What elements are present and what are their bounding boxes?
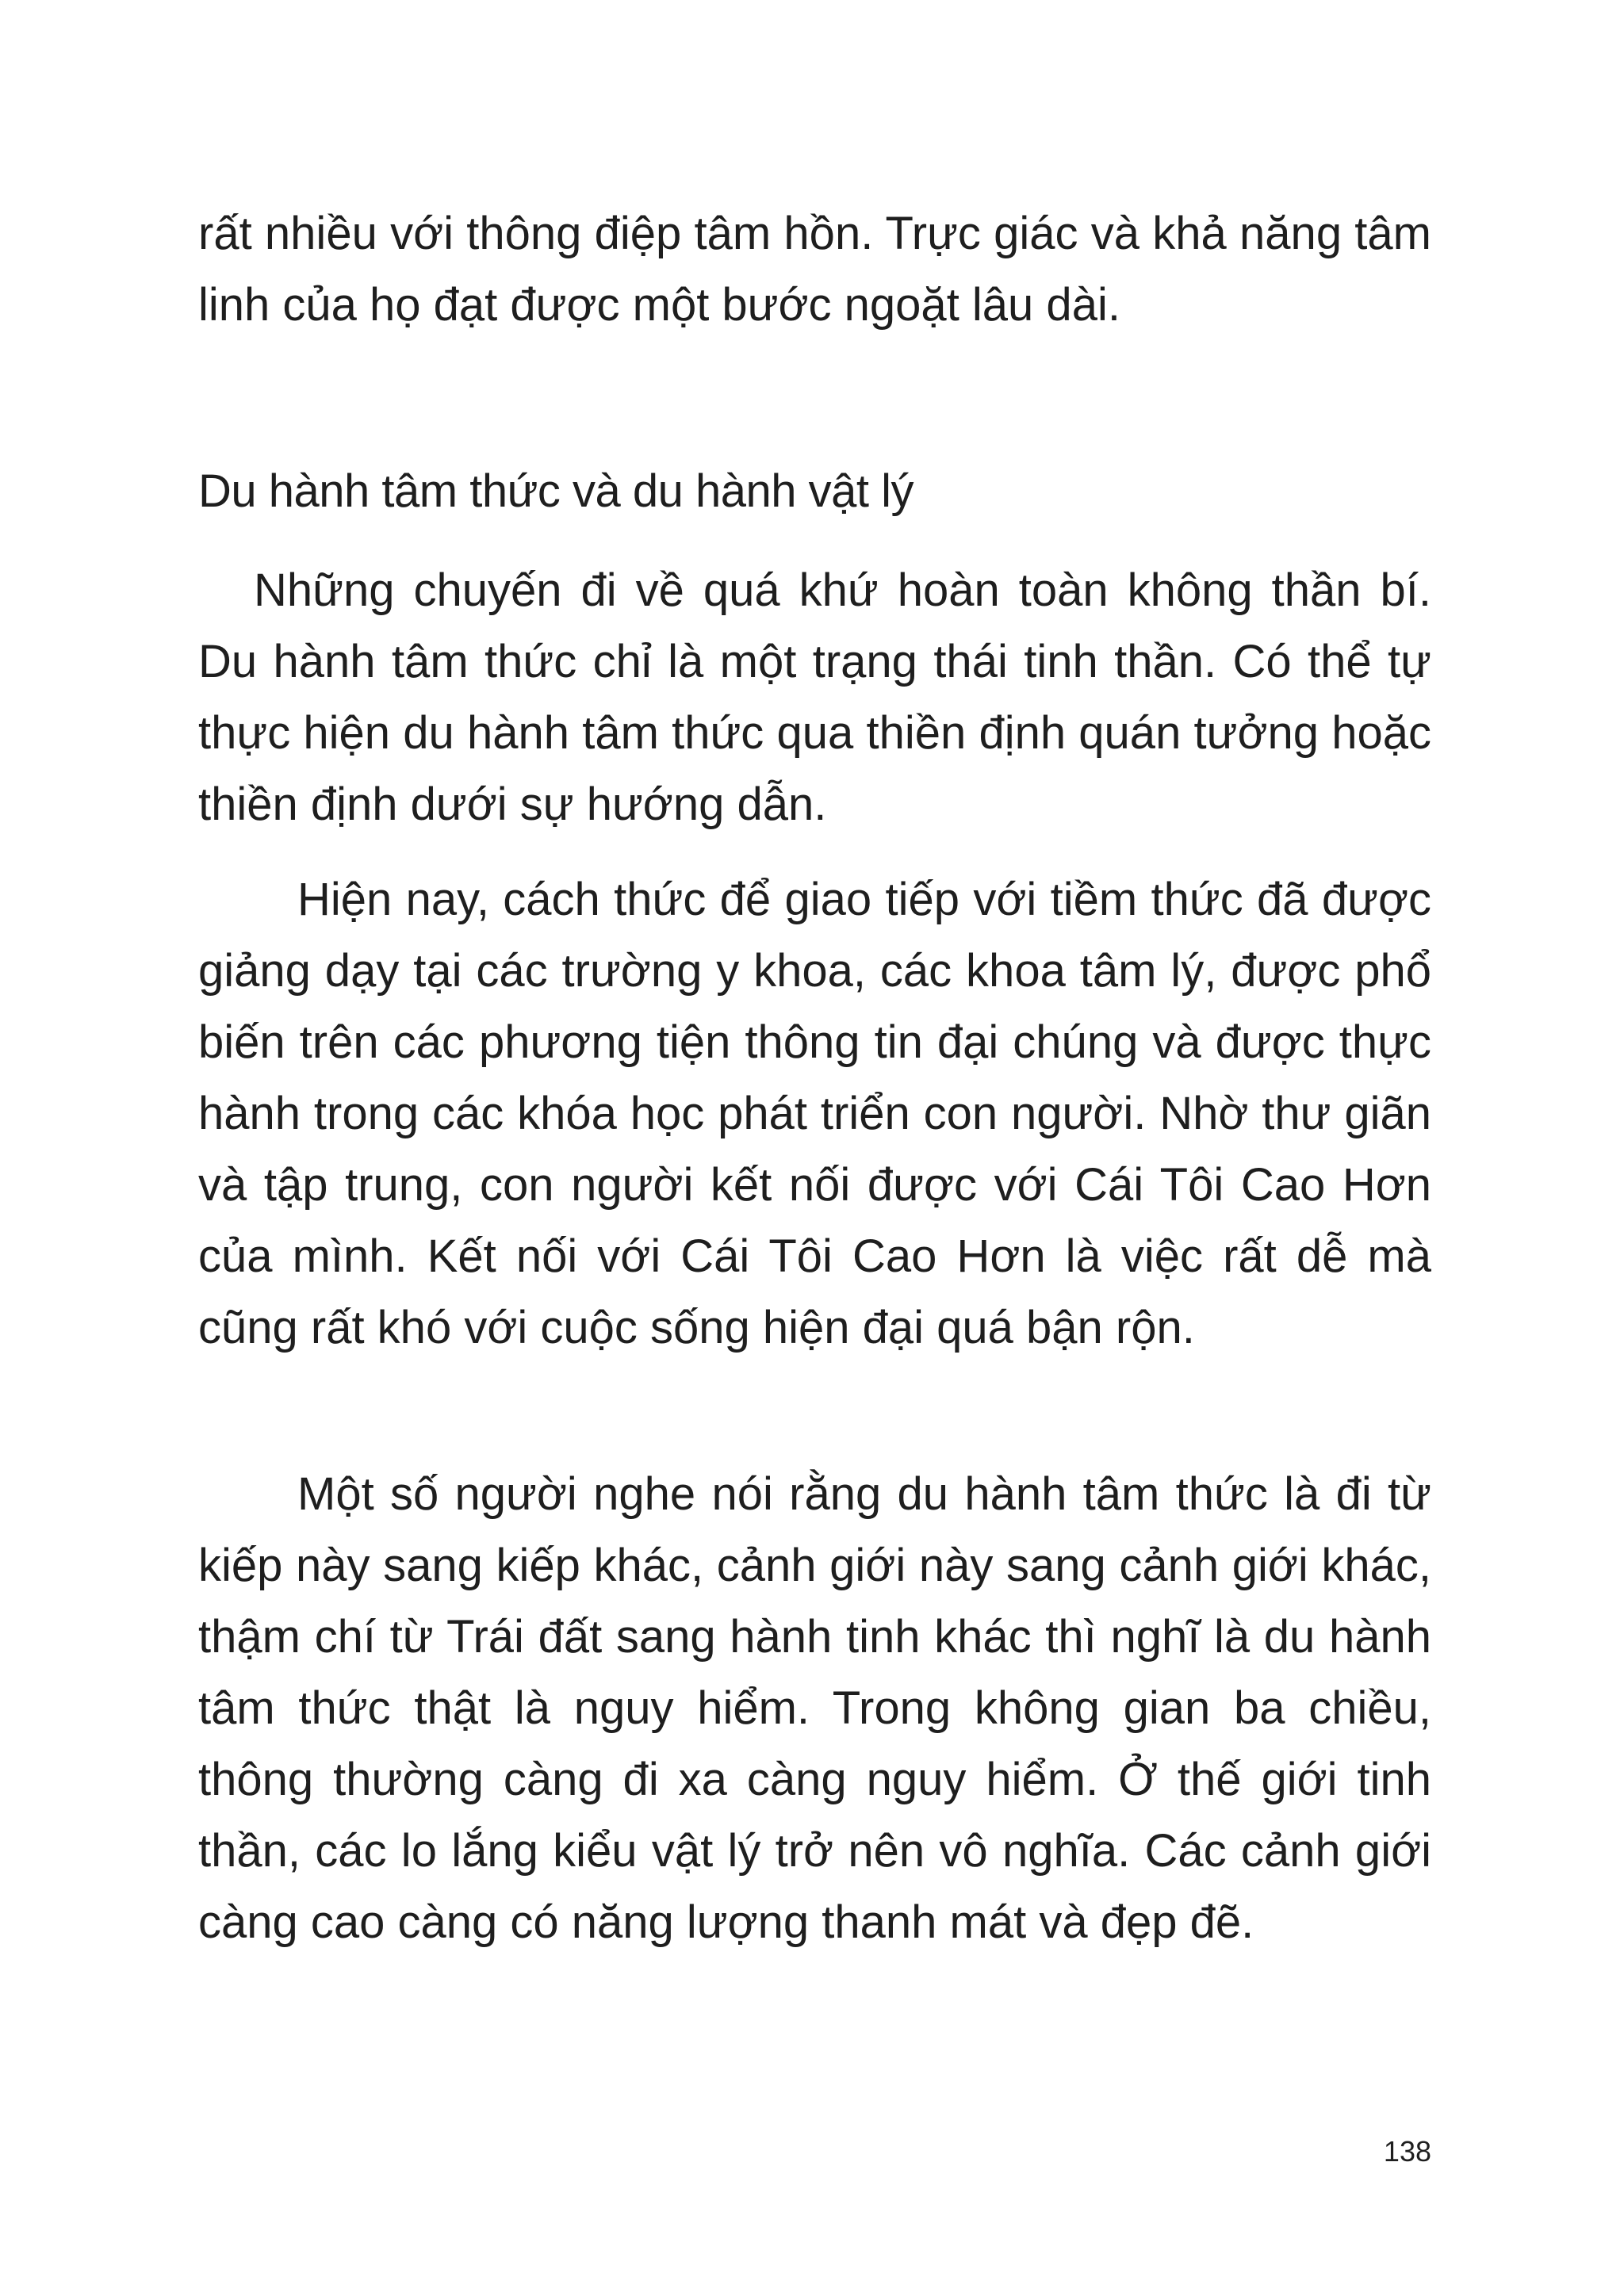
section-heading: Du hành tâm thức và du hành vật lý <box>198 465 914 517</box>
body-paragraph-1: Những chuyến đi về quá khứ hoàn toàn không thần bí. Du hành tâm thức chỉ là một trạng thái tinh thần. Có thể tự thực hiện du hành tâm thức qua thiền định quán tưởng hoặc thiền định dưới sự hướng dẫn. <box>198 564 1431 830</box>
intro-paragraph: rất nhiều với thông điệp tâm hồn. Trực giác và khả năng tâm linh của họ đạt được một bước ngoặt lâu dài. <box>198 208 1431 331</box>
body-paragraph-3: Một số người nghe nói rằng du hành tâm thức là đi từ kiếp này sang kiếp khác, cảnh giới này sang cảnh giới khác, thậm chí từ Trái đất sang hành tinh khác thì nghĩ là du hành tâm thức thật là nguy hiểm. Trong không gian ba chiều, thông thường càng đi xa càng nguy hiểm. Ở thế giới tinh thần, các lo lắng kiểu vật lý trở nên vô nghĩa. Các cảnh giới càng cao càng có năng lượng thanh mát và đẹp đẽ. <box>198 1468 1431 1948</box>
body-paragraph-2: Hiện nay, cách thức để giao tiếp với tiềm thức đã được giảng dạy tại các trường y khoa, các khoa tâm lý, được phổ biến trên các phương tiện thông tin đại chúng và được thực hành trong các khóa học phát triển con người. Nhờ thư giãn và tập trung, con người kết nối được với Cái Tôi Cao Hơn của mình. Kết nối với Cái Tôi Cao Hơn là việc rất dễ mà cũng rất khó với cuộc sống hiện đại quá bận rộn. <box>198 874 1431 1353</box>
page-number: 138 <box>1383 2135 1431 2168</box>
